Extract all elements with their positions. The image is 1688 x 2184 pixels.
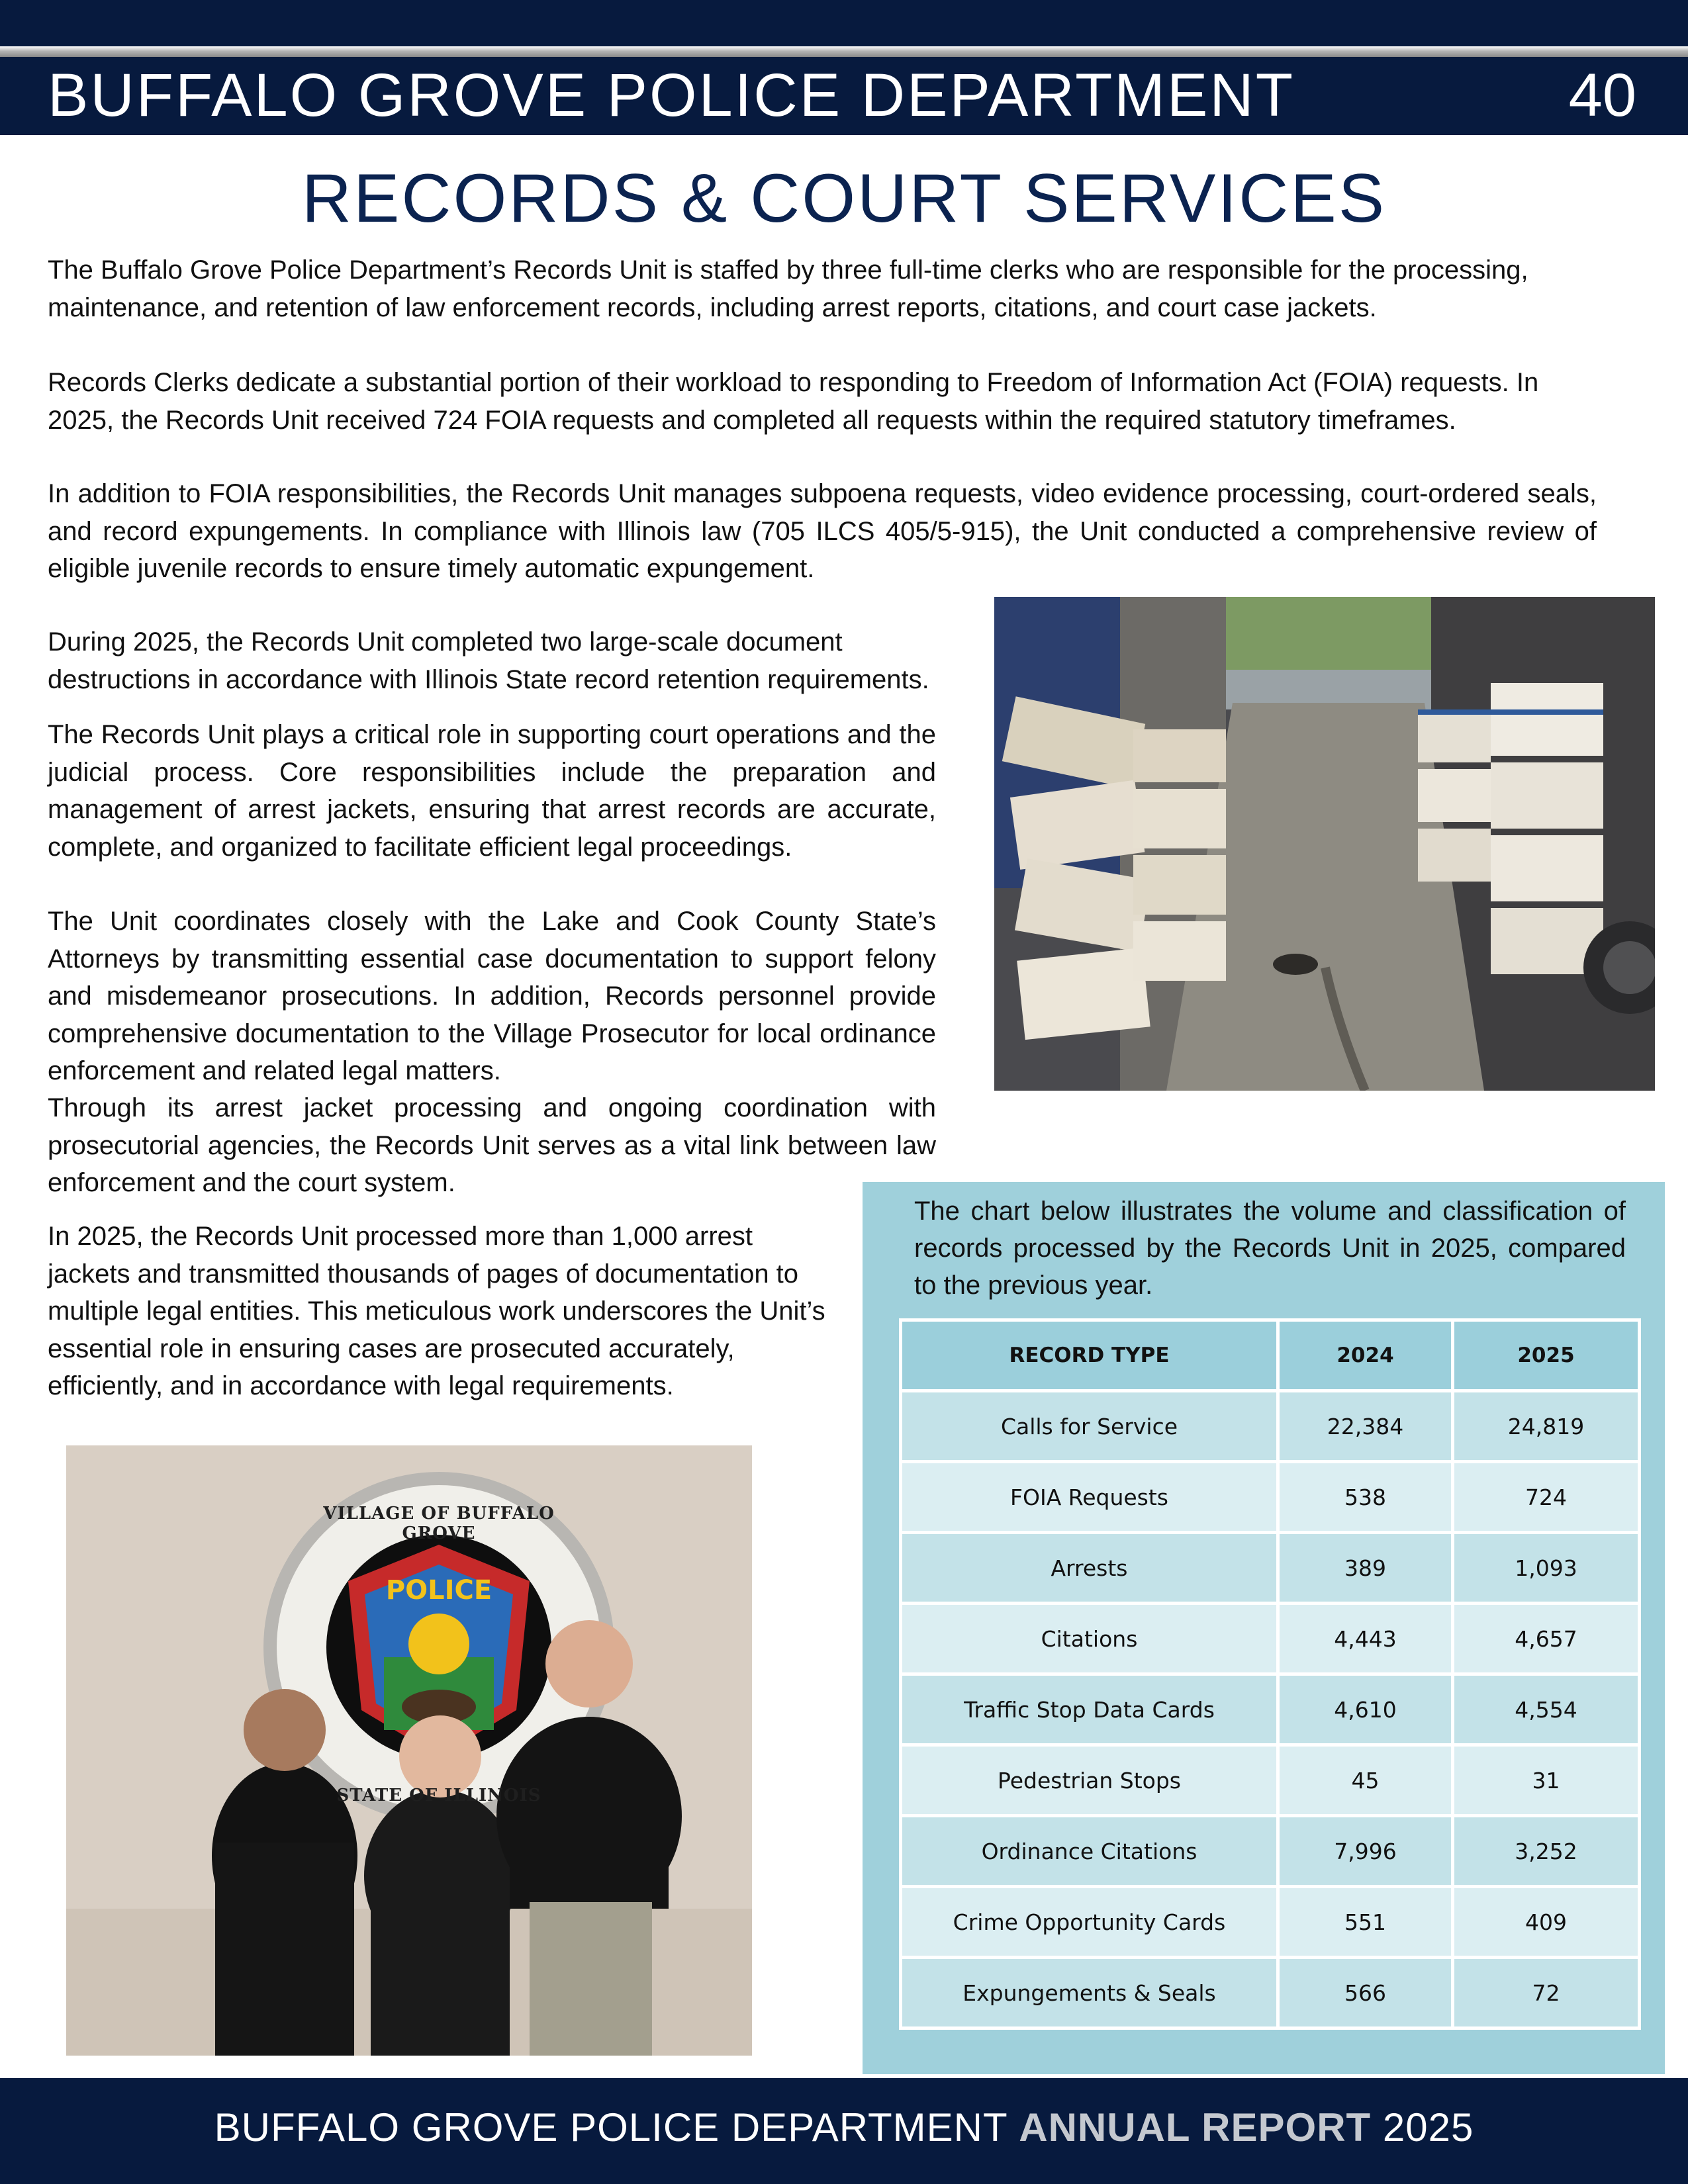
value-2025-cell: 24,819 <box>1453 1391 1640 1462</box>
paragraph-arrest-jackets: In 2025, the Records Unit processed more than 1,000 arrest jackets and transmitted thousands of pages of documentation to multiple legal entities. This meticulous work underscores the Unit’s essential role in ensuring cases are prosecuted accurately, efficiently, and in accordance with legal requirements. <box>48 1222 825 1400</box>
record-type-cell: Citations <box>901 1604 1278 1674</box>
table-row <box>901 1604 1640 1674</box>
record-type-cell: Expungements & Seals <box>901 1958 1278 2028</box>
record-type-cell: Arrests <box>901 1533 1278 1604</box>
table-row <box>901 1533 1640 1604</box>
table-row <box>901 1391 1640 1462</box>
table-row <box>901 1887 1640 1958</box>
table-row <box>901 1745 1640 1816</box>
footer-prefix: BUFFALO GROVE POLICE DEPARTMENT <box>214 2105 1008 2150</box>
panel-intro-text: The chart below illustrates the volume and classification of records processed by the Records Unit in 2025, compared to the previous year. <box>914 1197 1626 1300</box>
value-2025-cell: 4,657 <box>1453 1604 1640 1674</box>
table-row <box>901 1958 1640 2028</box>
paragraph-foia: Records Clerks dedicate a substantial portion of their workload to responding to Freedom of Information Act (FOIA) requests. In 2025, the Records Unit received 724 FOIA requests and completed all requests within the required statutory timeframes. <box>48 368 1539 435</box>
record-type-cell: Crime Opportunity Cards <box>901 1887 1278 1958</box>
record-type-cell: Ordinance Citations <box>901 1816 1278 1887</box>
table-header-row <box>901 1320 1640 1391</box>
paragraph-destructions: During 2025, the Records Unit completed two large-scale document destructions in accordance with Illinois State record retention requirements. <box>48 627 929 694</box>
records-staff-photo <box>66 1445 752 2056</box>
column-header-2025: 2025 <box>1453 1320 1640 1391</box>
header-title: BUFFALO GROVE POLICE DEPARTMENT <box>48 62 1295 129</box>
value-2024-cell: 566 <box>1278 1958 1453 2028</box>
record-type-cell: Traffic Stop Data Cards <box>901 1674 1278 1745</box>
value-2024-cell: 45 <box>1278 1745 1453 1816</box>
page-footer <box>0 2078 1688 2184</box>
value-2024-cell: 389 <box>1278 1533 1453 1604</box>
page-header <box>0 57 1688 135</box>
badge-center-text: POLICE <box>385 1575 492 1606</box>
value-2024-cell: 4,610 <box>1278 1674 1453 1745</box>
value-2025-cell: 1,093 <box>1453 1533 1640 1604</box>
page-number: 40 <box>1568 62 1636 129</box>
footer-annual-report: ANNUAL REPORT <box>1019 2105 1372 2150</box>
records-table <box>899 1318 1641 2030</box>
records-table-body <box>901 1391 1640 2028</box>
badge-ring-bottom-text: STATE OF ILLINOIS <box>336 1786 541 1805</box>
record-type-cell: Pedestrian Stops <box>901 1745 1278 1816</box>
footer-year: 2025 <box>1382 2105 1474 2150</box>
table-row <box>901 1674 1640 1745</box>
record-type-cell: FOIA Requests <box>901 1462 1278 1533</box>
column-header-2024: 2024 <box>1278 1320 1453 1391</box>
footer-text <box>0 2105 1688 2150</box>
column-header-record-type: RECORD TYPE <box>901 1320 1278 1391</box>
value-2025-cell: 724 <box>1453 1462 1640 1533</box>
value-2024-cell: 538 <box>1278 1462 1453 1533</box>
paragraph-responsibilities: In addition to FOIA responsibilities, the Records Unit manages subpoena requests, video evidence processing, court-ordered seals, and record expungements. In compliance with Illinois law (705 ILCS 405/5-915), the Unit conducted a comprehensive review of eligible juvenile records to ensure timely automatic expungement. <box>48 479 1597 583</box>
table-row <box>901 1462 1640 1533</box>
paragraph-intro: The Buffalo Grove Police Department’s Records Unit is staffed by three full-time clerks who are responsible for the processing, maintenance, and retention of law enforcement records, including arrest reports, citations, and court case jackets. <box>48 255 1528 322</box>
records-storage-photo <box>994 597 1655 1091</box>
paragraph-vital-link: Through its arrest jacket processing and ongoing coordination with prosecutorial agencies, the Records Unit serves as a vital link between law enforcement and the court system. <box>48 1093 936 1197</box>
value-2025-cell: 72 <box>1453 1958 1640 2028</box>
value-2024-cell: 22,384 <box>1278 1391 1453 1462</box>
value-2024-cell: 7,996 <box>1278 1816 1453 1887</box>
value-2025-cell: 409 <box>1453 1887 1640 1958</box>
silver-stripe <box>0 46 1688 57</box>
value-2025-cell: 31 <box>1453 1745 1640 1816</box>
top-navy-band <box>0 0 1688 46</box>
badge-ring-top-text: VILLAGE OF BUFFALO GROVE <box>323 1504 555 1543</box>
value-2024-cell: 4,443 <box>1278 1604 1453 1674</box>
records-comparison-panel <box>863 1182 1665 2074</box>
value-2025-cell: 3,252 <box>1453 1816 1640 1887</box>
table-row <box>901 1816 1640 1887</box>
value-2024-cell: 551 <box>1278 1887 1453 1958</box>
paragraph-coordination: The Unit coordinates closely with the Lake and Cook County State’s Attorneys by transmitting essential case documentation to support felony and misdemeanor prosecutions. In addition, Records personnel provide comprehensive documentation to the Village Prosecutor for local ordinance enforcement and related legal matters. <box>48 907 936 1085</box>
value-2025-cell: 4,554 <box>1453 1674 1640 1745</box>
record-type-cell: Calls for Service <box>901 1391 1278 1462</box>
paragraph-court-role: The Records Unit plays a critical role in supporting court operations and the judicial process. Core responsibilities include the preparation and management of arrest jackets, ensuring that arrest records are accurate, complete, and organized to facilitate efficient legal proceedings. <box>48 720 936 862</box>
page-title: RECORDS & COURT SERVICES <box>301 160 1387 237</box>
